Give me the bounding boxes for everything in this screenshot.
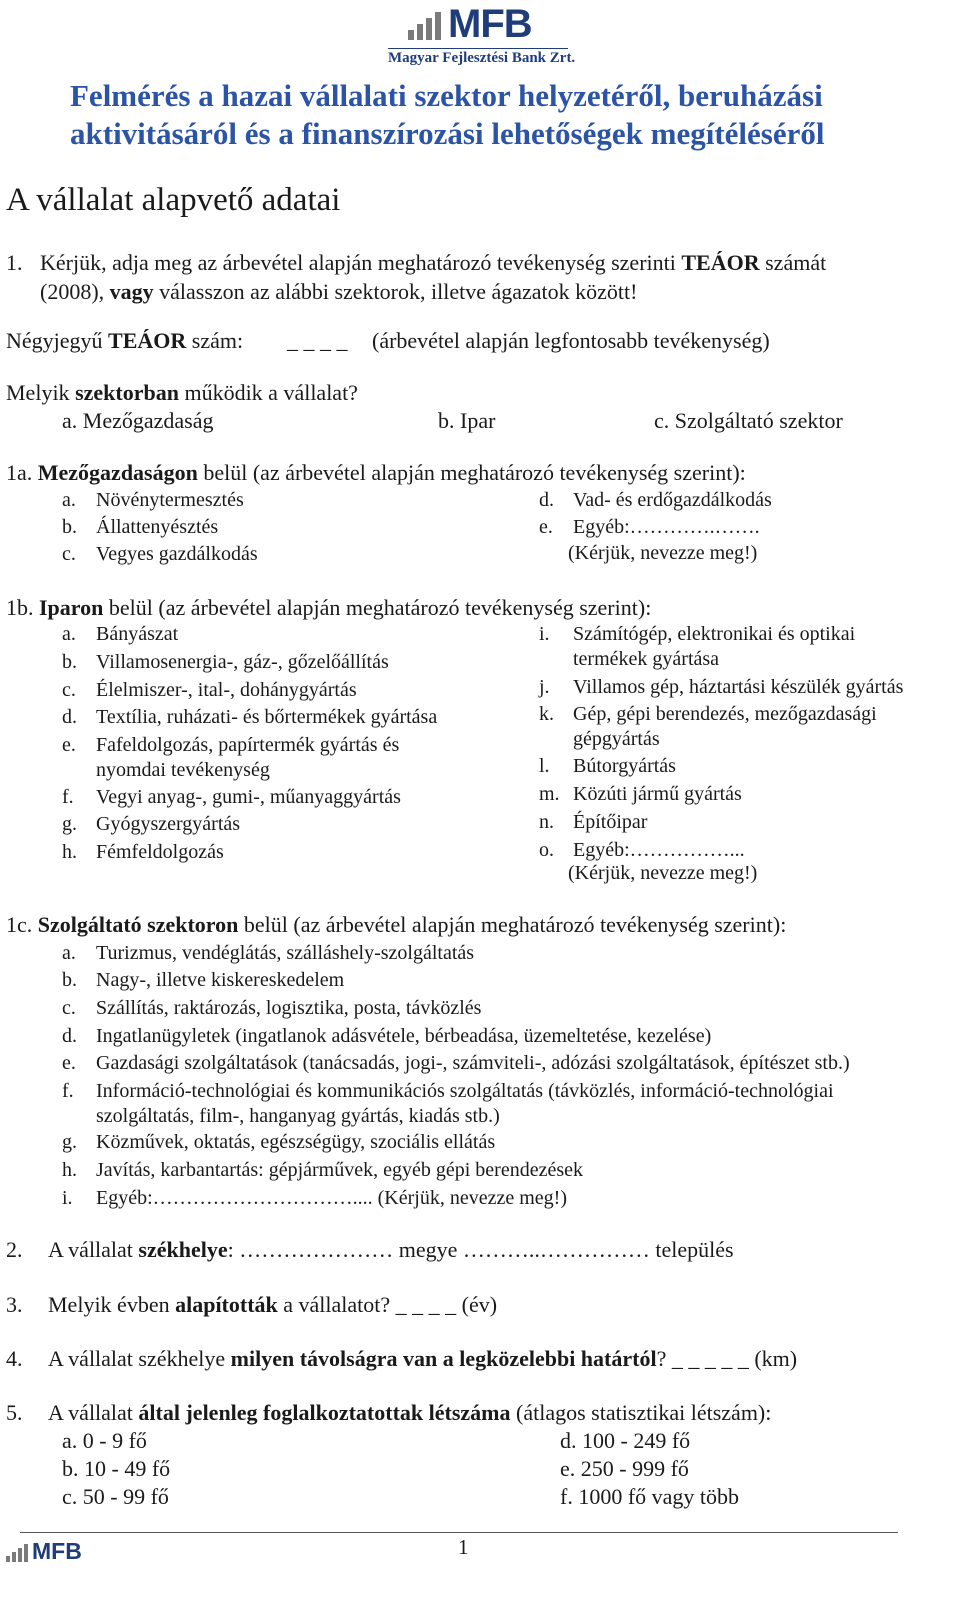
services-option-continued: szolgáltatás, film-, hanganyag gyártás, kiadás stb.) <box>96 1105 500 1127</box>
logo-wordmark: MFB <box>448 2 532 46</box>
question-4: 4. <box>6 1346 23 1371</box>
industry-option[interactable]: Vegyi anyag-, gumi-, műanyaggyártás <box>96 786 401 808</box>
question-1a: 1a. Mezőgazdaságon belül (az árbevétel alapján meghatározó tevékenység szerint): <box>6 460 746 485</box>
footer-logo-wordmark: MFB <box>32 1538 82 1564</box>
question-3-text: Melyik évben alapították a vállalatot? _ _ _ _ (év) <box>48 1292 498 1317</box>
services-option-letter: g. <box>62 1131 77 1153</box>
industry-option[interactable]: Közúti jármű gyártás <box>573 783 742 805</box>
industry-option-letter: a. <box>62 623 76 645</box>
agriculture-option[interactable]: Egyéb:………….……. <box>573 516 760 538</box>
sector-option-agriculture[interactable]: a. Mezőgazdaság <box>62 408 214 433</box>
industry-option[interactable]: Építőipar <box>573 811 648 833</box>
question-number: 1. <box>6 250 23 275</box>
services-option[interactable]: Közművek, oktatás, egészségügy, szociális ellátás <box>96 1131 496 1153</box>
question-3: 3. <box>6 1292 23 1317</box>
question-1c: 1c. Szolgáltató szektoron belül (az árbevétel alapján meghatározó tevékenység szerint): <box>6 912 787 937</box>
services-option-letter: h. <box>62 1159 77 1181</box>
agriculture-option-letter: c. <box>62 543 76 565</box>
agriculture-option-letter: a. <box>62 489 76 511</box>
industry-option[interactable]: Villamos gép, háztartási készülék gyártás <box>573 676 904 698</box>
headcount-option[interactable]: b. 10 - 49 fő <box>62 1456 171 1481</box>
industry-option-continued: termékek gyártása <box>573 648 720 670</box>
question-4-text: A vállalat székhelye milyen távolságra van a legközelebbi határtól? _ _ _ _ _ (km) <box>48 1346 798 1371</box>
section-title: A vállalat alapvető adatai <box>6 182 341 218</box>
services-option[interactable]: Ingatlanügyletek (ingatlanok adásvétele, bérbeadása, üzemeltetése, kezelése) <box>96 1025 712 1047</box>
question-1b: 1b. Iparon belül (az árbevétel alapján meghatározó tevékenység szerint): <box>6 595 652 620</box>
industry-option[interactable]: Fémfeldolgozás <box>96 841 224 863</box>
question-1-line2: (2008), vagy válasszon az alábbi szektorok, illetve ágazatok között! <box>40 279 638 304</box>
industry-option-letter: b. <box>62 651 77 673</box>
agriculture-option[interactable]: Vad- és erdőgazdálkodás <box>573 489 772 511</box>
industry-option-letter: n. <box>539 811 554 833</box>
industry-option[interactable]: Bútorgyártás <box>573 755 676 777</box>
headcount-option[interactable]: d. 100 - 249 fő <box>560 1428 691 1453</box>
q1a-other-note: (Kérjük, nevezze meg!) <box>568 542 758 564</box>
agriculture-option-letter: d. <box>539 489 554 511</box>
services-option-letter: b. <box>62 969 77 991</box>
services-option-letter: f. <box>62 1080 74 1102</box>
services-option-letter: e. <box>62 1052 76 1074</box>
logo-bars-icon <box>408 12 444 40</box>
agriculture-option[interactable]: Vegyes gazdálkodás <box>96 543 258 565</box>
q1b-other-note: (Kérjük, nevezze meg!) <box>568 862 758 884</box>
industry-option[interactable]: Bányászat <box>96 623 179 645</box>
services-option[interactable]: Javítás, karbantartás: gépjárművek, egyéb gépi berendezések <box>96 1159 584 1181</box>
industry-option-letter: f. <box>62 786 74 808</box>
question-2-text: A vállalat székhelye: ………………… megye ………..…………… település <box>48 1237 734 1262</box>
footer-logo-bars-icon <box>6 1544 30 1562</box>
question-5: 5. <box>6 1400 23 1425</box>
headcount-option[interactable]: f. 1000 fő vagy több <box>560 1484 740 1509</box>
headcount-option[interactable]: c. 50 - 99 fő <box>62 1484 169 1509</box>
industry-option-letter: e. <box>62 734 76 756</box>
industry-option[interactable]: Számítógép, elektronikai és optikai <box>573 623 856 645</box>
services-option-letter: c. <box>62 997 76 1019</box>
question-5-text: A vállalat által jelenleg foglalkoztatottak létszáma (átlagos statisztikai létszám): <box>48 1400 772 1425</box>
industry-option[interactable]: Gép, gépi berendezés, mezőgazdasági <box>573 703 877 725</box>
mfb-logo <box>388 4 578 68</box>
teaor-note: (árbevétel alapján legfontosabb tevékenység) <box>372 328 770 353</box>
industry-option-letter: i. <box>539 623 550 645</box>
industry-option-letter: c. <box>62 679 76 701</box>
services-option[interactable]: Nagy-, illetve kiskereskedelem <box>96 969 345 991</box>
industry-option[interactable]: Villamosenergia-, gáz-, gőzelőállítás <box>96 651 389 673</box>
agriculture-option-letter: b. <box>62 516 77 538</box>
industry-option[interactable]: Egyéb:……………... <box>573 839 745 861</box>
industry-option[interactable]: Gyógyszergyártás <box>96 813 241 835</box>
services-option[interactable]: Turizmus, vendéglátás, szálláshely-szolgáltatás <box>96 942 475 964</box>
question-1-line1: Kérjük, adja meg az árbevétel alapján meghatározó tevékenység szerinti TEÁOR számát <box>40 250 827 275</box>
sector-question: Melyik szektorban működik a vállalat? <box>6 380 358 405</box>
headcount-option[interactable]: a. 0 - 9 fő <box>62 1428 147 1453</box>
industry-option-continued: gépgyártás <box>573 728 660 750</box>
document-title-line1: Felmérés a hazai vállalati szektor helyzetéről, beruházási <box>70 78 823 113</box>
headcount-option[interactable]: e. 250 - 999 fő <box>560 1456 689 1481</box>
logo-divider <box>388 48 568 49</box>
services-option-letter: a. <box>62 942 76 964</box>
industry-option-letter: o. <box>539 839 554 861</box>
industry-option-letter: l. <box>539 755 550 777</box>
sector-option-services[interactable]: c. Szolgáltató szektor <box>654 408 843 433</box>
industry-option-letter: h. <box>62 841 77 863</box>
services-option-letter: d. <box>62 1025 77 1047</box>
page-number: 1 <box>458 1535 469 1559</box>
teaor-label: Négyjegyű TEÁOR szám: <box>6 328 244 353</box>
industry-option[interactable]: Fafeldolgozás, papírtermék gyártás és <box>96 734 400 756</box>
logo-subtitle: Magyar Fejlesztési Bank Zrt. <box>388 50 576 66</box>
services-option[interactable]: Gazdasági szolgáltatások (tanácsadás, jogi-, számviteli-, adózási szolgáltatások, építészet stb.) <box>96 1052 850 1074</box>
teaor-input[interactable]: _ _ _ _ <box>287 328 348 353</box>
industry-option-letter: g. <box>62 813 77 835</box>
agriculture-option[interactable]: Állattenyésztés <box>96 516 219 538</box>
services-option[interactable]: Információ-technológiai és kommunikációs szolgáltatás (távközlés, információ-technológiai <box>96 1080 834 1102</box>
footer-logo <box>6 1540 106 1566</box>
document-title-line2: aktivitásáról és a finanszírozási lehetőségek megítéléséről <box>70 116 825 151</box>
agriculture-option-letter: e. <box>539 516 553 538</box>
services-option[interactable]: Egyéb:………………………….... (Kérjük, nevezze meg!) <box>96 1187 567 1209</box>
industry-option-letter: k. <box>539 703 554 725</box>
services-option-letter: i. <box>62 1187 73 1209</box>
industry-option-letter: d. <box>62 706 77 728</box>
industry-option-continued: nyomdai tevékenység <box>96 759 270 781</box>
industry-option[interactable]: Textília, ruházati- és bőrtermékek gyártása <box>96 706 438 728</box>
industry-option-letter: m. <box>539 783 560 805</box>
industry-option-letter: j. <box>539 676 550 698</box>
services-option[interactable]: Szállítás, raktározás, logisztika, posta, távközlés <box>96 997 482 1019</box>
sector-option-industry[interactable]: b. Ipar <box>438 408 496 433</box>
question-2: 2. <box>6 1237 23 1262</box>
footer-divider <box>20 1532 898 1533</box>
agriculture-option[interactable]: Növénytermesztés <box>96 489 244 511</box>
industry-option[interactable]: Élelmiszer-, ital-, dohánygyártás <box>96 679 357 701</box>
